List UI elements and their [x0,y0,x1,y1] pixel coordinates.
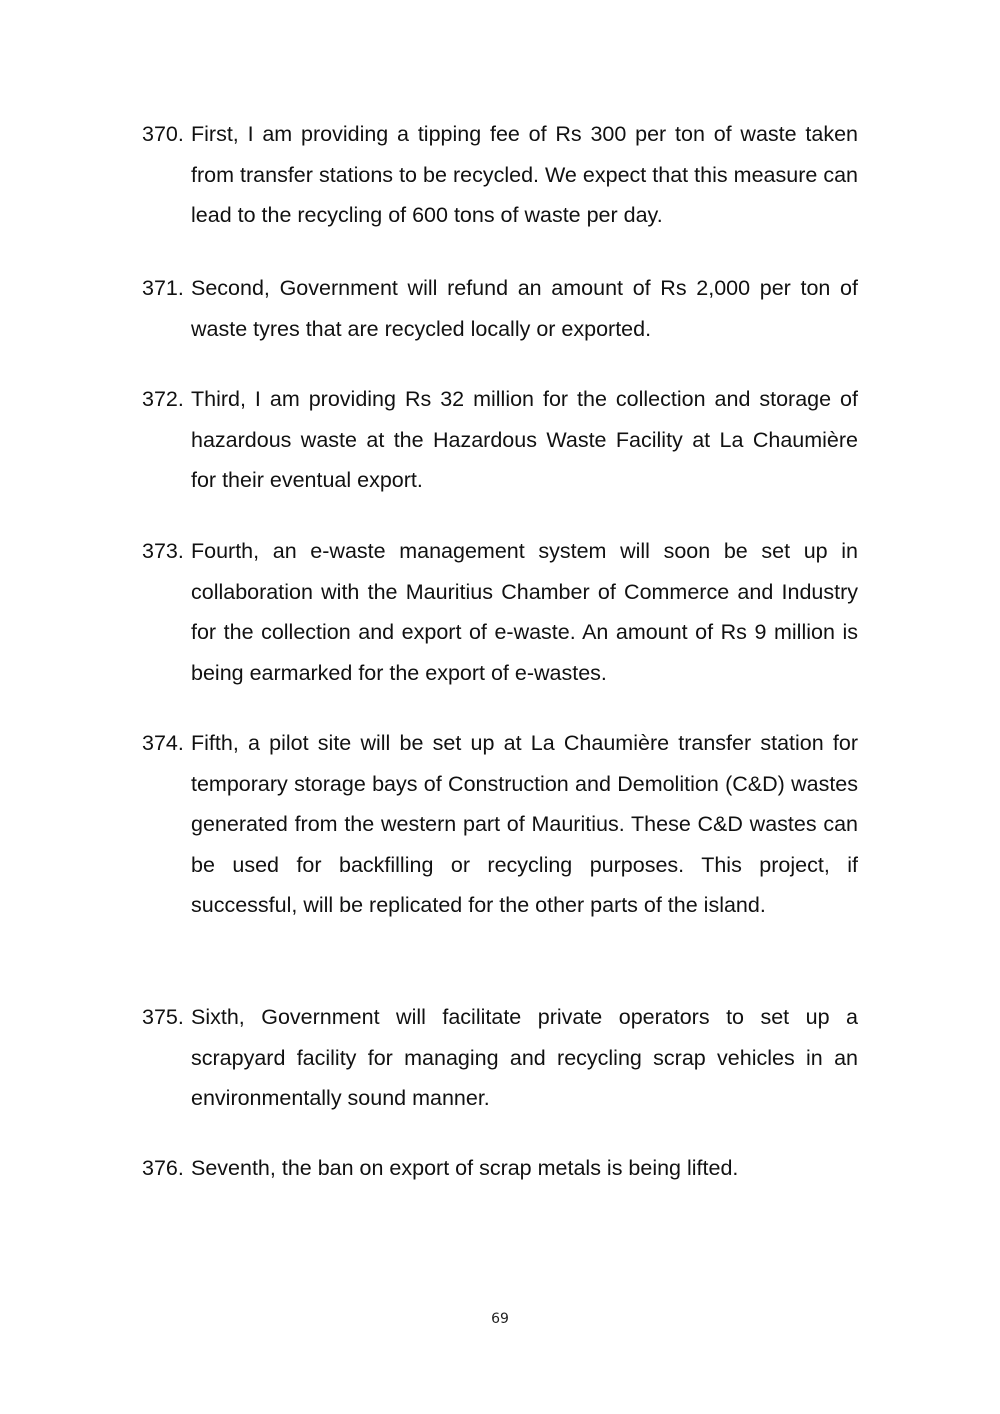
page-number: 69 [491,1311,509,1327]
paragraph-370 [142,114,858,236]
paragraph-373 [142,531,858,693]
paragraph-text: Second, Government will refund an amount of Rs 2,000 per ton of waste tyres that are recycled locally or exported. [191,276,858,341]
paragraph-number: 371. [142,276,184,300]
paragraph-371 [142,268,858,349]
paragraph-number: 375. [142,1005,184,1029]
paragraph-372 [142,379,858,501]
paragraph-text: Sixth, Government will facilitate private operators to set up a scrapyard facility for managing and recycling scrap vehicles in an environmentally sound manner. [191,1005,858,1110]
paragraph-number: 376. [142,1156,184,1180]
paragraph-text: Seventh, the ban on export of scrap metals is being lifted. [191,1156,739,1180]
paragraph-number: 374. [142,731,184,755]
paragraph-number: 372. [142,387,184,411]
paragraph-text: Fifth, a pilot site will be set up at La Chaumière transfer station for temporary storage bays of Construction and Demolition (C&D) wastes generated from the western part of Mauritius. These C&D wastes can be used for backfilling or recycling purposes. This project, if successful, will be replicated for the other parts of the island. [191,731,858,917]
paragraph-number: 373. [142,539,184,563]
paragraph-text: Fourth, an e-waste management system will soon be set up in collaboration with the Mauritius Chamber of Commerce and Industry for the collection and export of e-waste. An amount of Rs 9 million is being earmarked for the export of e-wastes. [191,539,858,685]
paragraph-376 [142,1148,858,1189]
paragraph-375 [142,997,858,1119]
paragraph-text: Third, I am providing Rs 32 million for the collection and storage of hazardous waste at the Hazardous Waste Facility at La Chaumière for their eventual export. [191,387,858,492]
paragraph-number: 370. [142,122,184,146]
paragraph-text: First, I am providing a tipping fee of Rs 300 per ton of waste taken from transfer stations to be recycled. We expect that this measure can lead to the recycling of 600 tons of waste per day. [191,122,858,227]
paragraph-374 [142,723,858,926]
